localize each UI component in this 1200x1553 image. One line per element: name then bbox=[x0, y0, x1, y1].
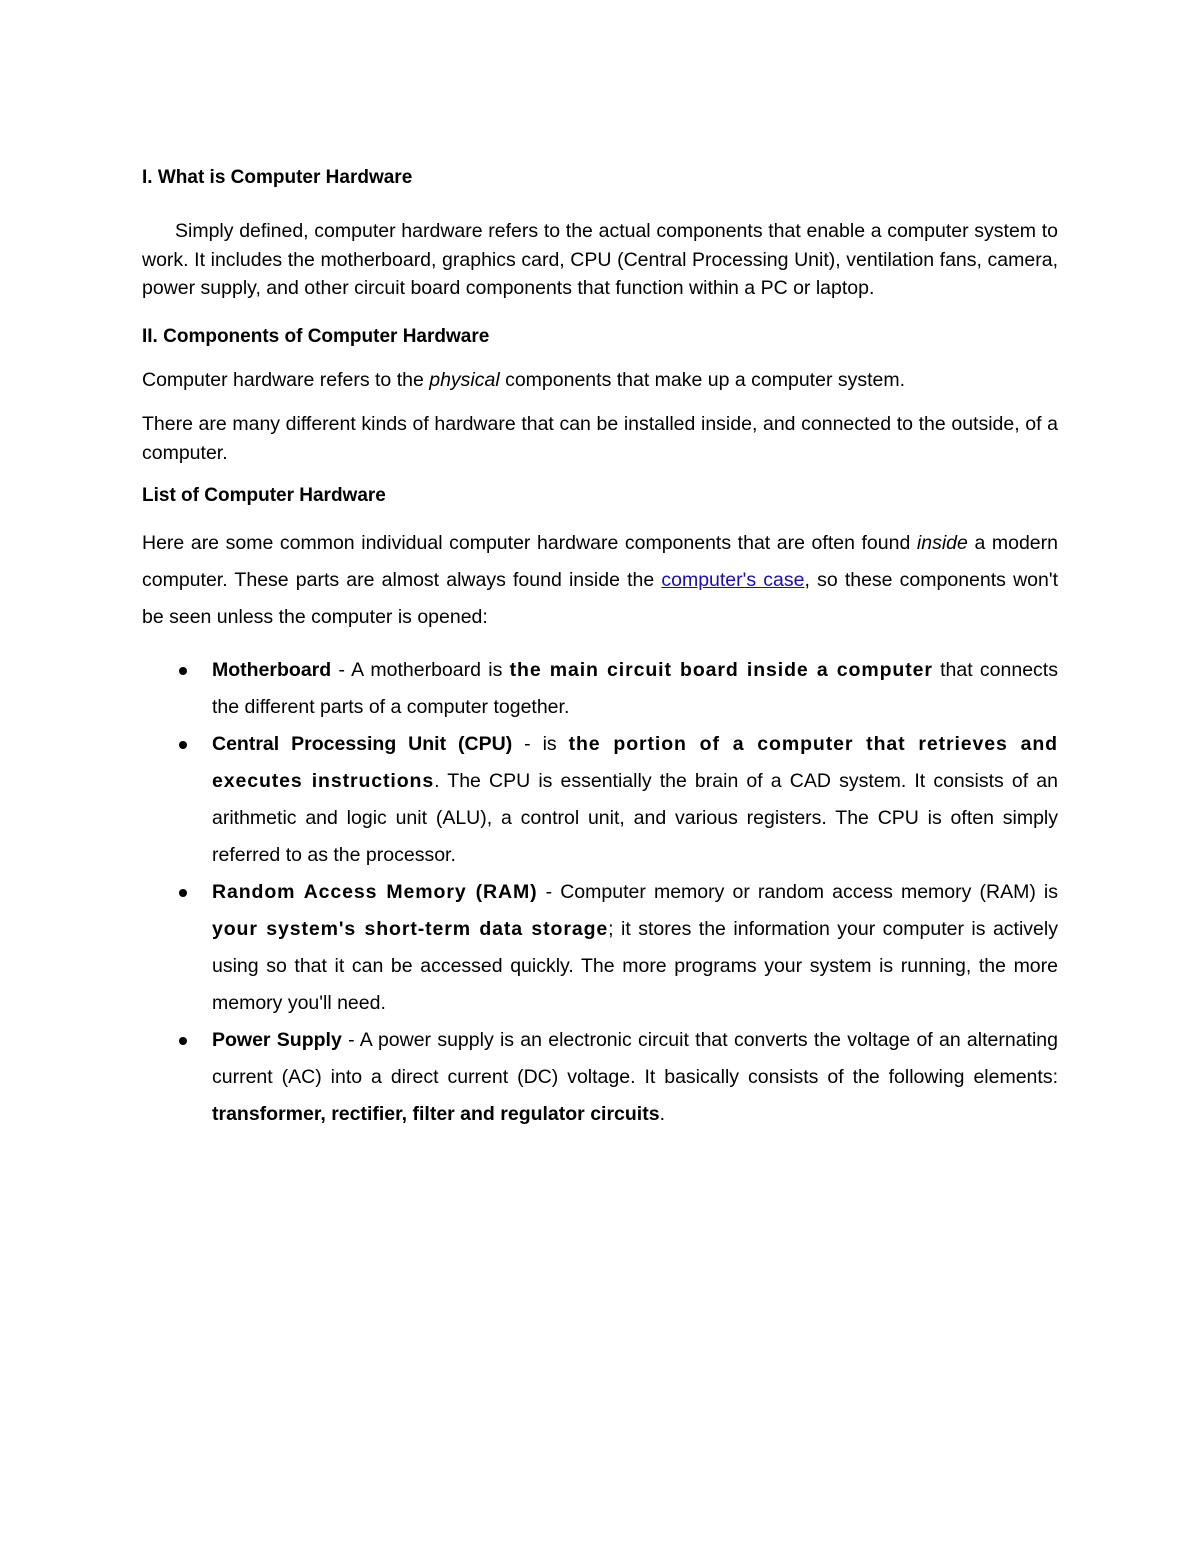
text-run: components that make up a computer system. bbox=[499, 368, 906, 391]
bullet-icon bbox=[179, 741, 187, 749]
item-text: . bbox=[659, 1103, 665, 1125]
hardware-list bbox=[142, 652, 1058, 1133]
bullet-icon bbox=[179, 889, 187, 897]
item-text: - A motherboard is bbox=[331, 659, 510, 681]
item-emphasis: your system's short-term data storage bbox=[212, 918, 609, 940]
list-item-cpu bbox=[212, 726, 1058, 874]
emphasis-inside: inside bbox=[916, 532, 968, 554]
item-term: Motherboard bbox=[212, 659, 332, 681]
section-2-paragraph-1 bbox=[142, 366, 1058, 395]
bullet-icon bbox=[179, 667, 187, 675]
section-2-paragraph-2: There are many different kinds of hardware that can be installed inside, and connected to the outside, of a computer. bbox=[142, 413, 1058, 464]
emphasis-physical: physical bbox=[429, 368, 500, 391]
item-term: Central Processing Unit (CPU) bbox=[212, 733, 513, 755]
list-item-motherboard bbox=[212, 652, 1058, 726]
computers-case-link[interactable]: computer's case bbox=[661, 569, 805, 591]
item-emphasis: transformer, rectifier, filter and regulator circuits bbox=[212, 1103, 660, 1125]
item-text: - Computer memory or random access memory (RAM) is bbox=[537, 881, 1059, 903]
text-run: Computer hardware refers to the bbox=[142, 368, 430, 391]
list-item-power-supply bbox=[212, 1022, 1058, 1133]
list-item-ram bbox=[212, 874, 1058, 1022]
list-heading: List of Computer Hardware bbox=[142, 485, 386, 506]
item-term: Random Access Memory (RAM) bbox=[212, 881, 538, 903]
item-text: that connects the different parts of a computer together. bbox=[212, 659, 1058, 718]
bullet-icon bbox=[179, 1037, 187, 1045]
text-run: , so these components won't be seen unless the computer is opened: bbox=[142, 569, 1058, 628]
list-intro-paragraph bbox=[142, 525, 1058, 636]
item-emphasis: the portion of a computer that retrieves and executes instructions bbox=[212, 733, 1058, 792]
item-text: - is bbox=[512, 733, 569, 755]
item-text: - A power supply is an electronic circuit that converts the voltage of an alternating current (AC) into a direct current (DC) voltage. It basically consists of the following elements: bbox=[212, 1029, 1058, 1088]
text-run: Here are some common individual computer hardware components that are often found bbox=[142, 532, 917, 554]
section-1-paragraph: Simply defined, computer hardware refers to the actual components that enable a computer system to work. It includes the motherboard, graphics card, CPU (Central Processing Unit), ventilation fans, camera, power supply, and other circuit board components that function within a PC or laptop. bbox=[142, 220, 1058, 299]
section-1-heading: I. What is Computer Hardware bbox=[142, 167, 413, 188]
text-run: a modern computer. These parts are almost always found inside the bbox=[142, 532, 1058, 591]
section-2-heading: II. Components of Computer Hardware bbox=[142, 325, 490, 347]
item-emphasis: the main circuit board inside a computer bbox=[509, 659, 933, 681]
item-text: . The CPU is essentially the brain of a CAD system. It consists of an arithmetic and logic unit (ALU), a control unit, and various registers. The CPU is often simply referred to as the processor. bbox=[212, 770, 1058, 866]
item-text: ; it stores the information your computer is actively using so that it can be accessed quickly. The more programs your system is running, the more memory you'll need. bbox=[212, 918, 1058, 1014]
item-term: Power Supply bbox=[212, 1029, 342, 1051]
